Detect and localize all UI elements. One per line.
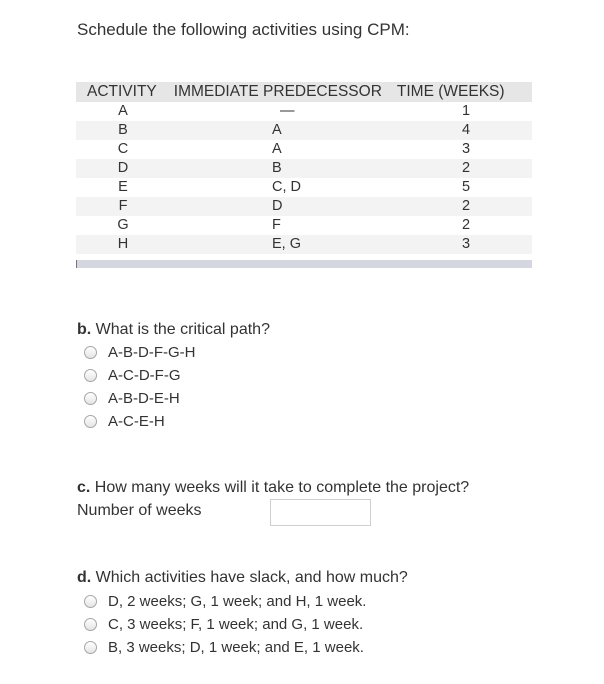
radio-option[interactable]: [84, 410, 195, 433]
radio-option-label[interactable]: C, 3 weeks; F, 1 week; and G, 1 week.: [108, 616, 364, 633]
cell-time: 4: [461, 122, 471, 138]
radio-button[interactable]: [84, 392, 97, 405]
cell-time: 3: [461, 141, 471, 157]
header-activity: ACTIVITY: [87, 83, 157, 100]
radio-button[interactable]: [84, 369, 97, 382]
cell-activity: B: [118, 122, 128, 138]
table-row: [76, 178, 532, 197]
radio-button[interactable]: [84, 595, 97, 608]
question-d-options: [84, 590, 366, 659]
table-header: [76, 82, 532, 102]
radio-option-label[interactable]: B, 3 weeks; D, 1 week; and E, 1 week.: [108, 639, 364, 656]
radio-option-label[interactable]: A-C-E-H: [108, 413, 165, 430]
radio-option[interactable]: [84, 341, 195, 364]
question-b: [77, 321, 270, 339]
question-b-letter: b.: [77, 321, 92, 338]
cell-activity: F: [118, 198, 128, 214]
table-row: [76, 140, 532, 159]
cpm-activity-table: [76, 82, 532, 268]
question-c-text: How many weeks will it take to complete the project?: [94, 479, 470, 496]
cell-predecessor: —: [280, 103, 295, 119]
cell-predecessor: C, D: [272, 179, 301, 195]
cell-time: 2: [461, 217, 471, 233]
radio-option-label[interactable]: A-C-D-F-G: [108, 367, 181, 384]
intro-text: Schedule the following activities using CPM:: [77, 20, 410, 39]
cell-time: 3: [461, 236, 471, 252]
table-row: [76, 121, 532, 140]
cell-activity: A: [118, 103, 128, 119]
radio-button[interactable]: [84, 641, 97, 654]
radio-option[interactable]: [84, 364, 195, 387]
cell-time: 5: [461, 179, 471, 195]
header-time: TIME (WEEKS): [396, 83, 505, 100]
radio-option-label[interactable]: A-B-D-F-G-H: [108, 344, 196, 361]
table-footer-bar: [76, 260, 532, 268]
radio-option-label[interactable]: A-B-D-E-H: [108, 390, 180, 407]
question-d: [77, 569, 408, 587]
cell-activity: C: [117, 141, 129, 157]
cell-predecessor: D: [272, 198, 283, 214]
cell-predecessor: B: [272, 160, 282, 176]
radio-option-label[interactable]: D, 2 weeks; G, 1 week; and H, 1 week.: [108, 593, 367, 610]
radio-button[interactable]: [84, 346, 97, 359]
cell-activity: H: [117, 236, 129, 252]
cell-activity: G: [117, 217, 129, 233]
table-row: [76, 235, 532, 254]
radio-button[interactable]: [84, 415, 97, 428]
cell-predecessor: F: [272, 217, 281, 233]
question-d-text: Which activities have slack, and how much?: [95, 569, 408, 586]
question-b-text: What is the critical path?: [95, 321, 270, 338]
cell-time: 2: [461, 160, 471, 176]
table-row: [76, 197, 532, 216]
cell-predecessor: E, G: [272, 236, 302, 252]
cell-time: 1: [461, 103, 471, 119]
cell-activity: D: [117, 160, 129, 176]
radio-option[interactable]: [84, 613, 366, 636]
radio-button[interactable]: [84, 618, 97, 631]
question-c-letter: c.: [77, 479, 91, 496]
radio-option[interactable]: [84, 590, 366, 613]
cell-predecessor: A: [272, 122, 282, 138]
number-of-weeks-input[interactable]: [270, 499, 371, 526]
table-row: [76, 159, 532, 178]
cell-activity: E: [118, 179, 128, 195]
question-d-letter: d.: [77, 569, 92, 586]
question-c: [77, 479, 469, 497]
header-predecessor: IMMEDIATE PREDECESSOR: [173, 83, 382, 100]
radio-option[interactable]: [84, 387, 195, 410]
table-row: [76, 216, 532, 235]
cell-predecessor: A: [272, 141, 282, 157]
question-b-options: [84, 341, 195, 433]
table-row: [76, 102, 532, 121]
cell-time: 2: [461, 198, 471, 214]
radio-option[interactable]: [84, 636, 366, 659]
number-of-weeks-label: Number of weeks: [77, 502, 202, 519]
